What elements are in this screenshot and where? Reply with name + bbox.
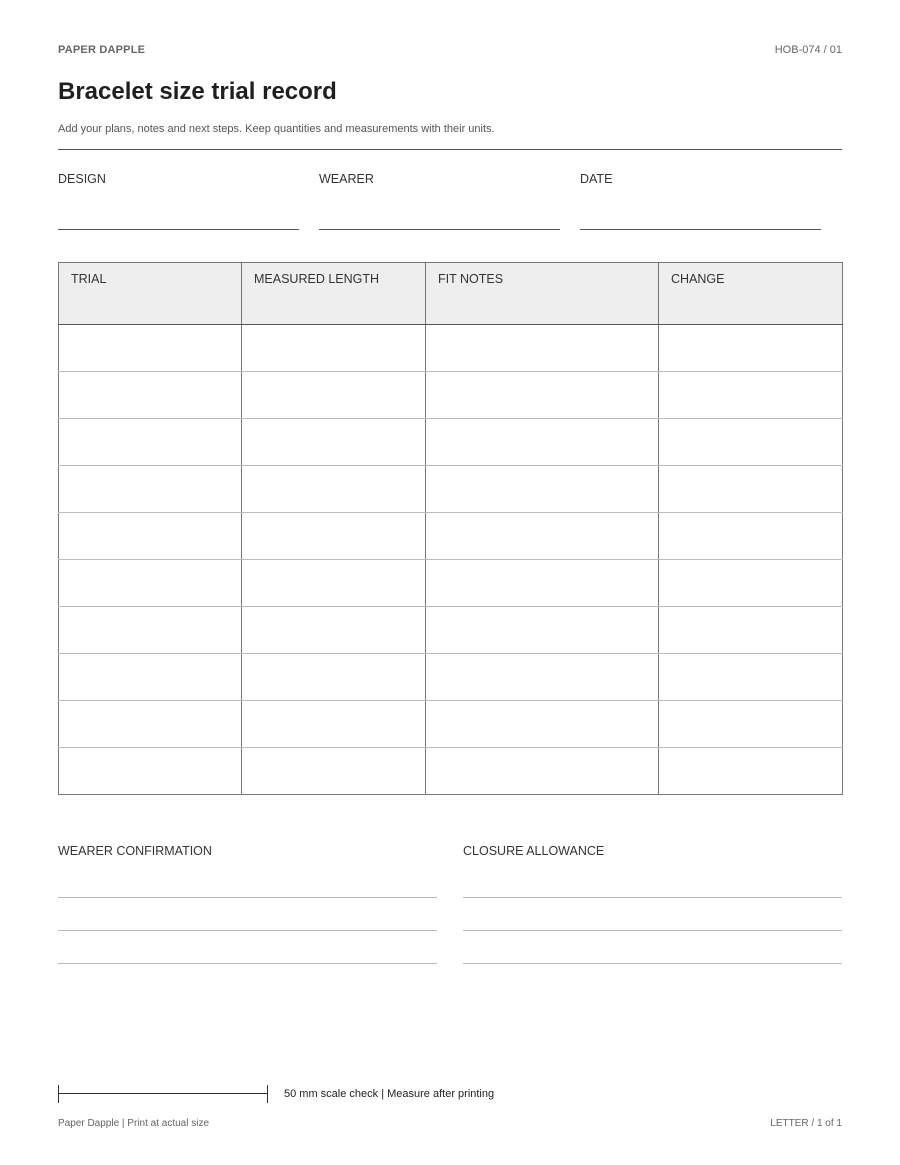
- wearer-confirmation-line[interactable]: [58, 930, 437, 931]
- cell-change[interactable]: [659, 701, 843, 748]
- date-field[interactable]: [580, 172, 821, 230]
- cell-measured-length[interactable]: [242, 513, 426, 560]
- cell-change[interactable]: [659, 466, 843, 513]
- wearer-confirmation-label: WEARER CONFIRMATION: [58, 844, 212, 858]
- wearer-write-line[interactable]: [319, 229, 560, 230]
- cell-fit-notes[interactable]: [426, 513, 659, 560]
- cell-change[interactable]: [659, 513, 843, 560]
- cell-fit-notes[interactable]: [426, 419, 659, 466]
- wearer-field[interactable]: [319, 172, 560, 230]
- scale-label: 50 mm scale check | Measure after printing: [284, 1088, 495, 1100]
- table-row: [59, 325, 843, 372]
- trial-table-body: [59, 325, 843, 795]
- cell-change[interactable]: [659, 607, 843, 654]
- wearer-confirmation-line[interactable]: [58, 963, 437, 964]
- cell-trial[interactable]: [59, 560, 242, 607]
- cell-measured-length[interactable]: [242, 325, 426, 372]
- cell-change[interactable]: [659, 560, 843, 607]
- cell-trial[interactable]: [59, 607, 242, 654]
- cell-change[interactable]: [659, 372, 843, 419]
- table-row: [59, 466, 843, 513]
- cell-measured-length[interactable]: [242, 466, 426, 513]
- cell-measured-length[interactable]: [242, 372, 426, 419]
- cell-measured-length[interactable]: [242, 607, 426, 654]
- date-label: DATE: [580, 172, 613, 186]
- table-row: [59, 372, 843, 419]
- closure-allowance-label: CLOSURE ALLOWANCE: [463, 844, 605, 858]
- cell-change[interactable]: [659, 654, 843, 701]
- scale-tick-end: [267, 1085, 268, 1103]
- cell-trial[interactable]: [59, 466, 242, 513]
- brand-name: PAPER DAPPLE: [58, 44, 146, 56]
- wearer-confirmation-section: [58, 844, 437, 858]
- footer-left-text: Paper Dapple | Print at actual size: [58, 1118, 210, 1129]
- closure-allowance-line[interactable]: [463, 930, 842, 931]
- cell-trial[interactable]: [59, 419, 242, 466]
- design-label: DESIGN: [58, 172, 106, 186]
- date-write-line[interactable]: [580, 229, 821, 230]
- cell-change[interactable]: [659, 748, 843, 795]
- cell-trial[interactable]: [59, 325, 242, 372]
- cell-fit-notes[interactable]: [426, 466, 659, 513]
- column-header-fit-notes: FIT NOTES: [426, 263, 659, 325]
- column-header-measured-length: MEASURED LENGTH: [242, 263, 426, 325]
- cell-change[interactable]: [659, 325, 843, 372]
- table-header-row: [59, 263, 843, 325]
- wearer-label: WEARER: [319, 172, 374, 186]
- cell-trial[interactable]: [59, 513, 242, 560]
- cell-fit-notes[interactable]: [426, 560, 659, 607]
- cell-trial[interactable]: [59, 701, 242, 748]
- scale-bar: [58, 1085, 268, 1103]
- table-row: [59, 748, 843, 795]
- cell-fit-notes[interactable]: [426, 607, 659, 654]
- document-id: HOB-074 / 01: [774, 44, 842, 56]
- table-row: [59, 560, 843, 607]
- trial-table: [58, 262, 843, 795]
- wearer-confirmation-line[interactable]: [58, 897, 437, 898]
- table-row: [59, 419, 843, 466]
- scale-tick-start: [58, 1085, 59, 1103]
- cell-fit-notes[interactable]: [426, 372, 659, 419]
- cell-measured-length[interactable]: [242, 419, 426, 466]
- closure-allowance-line[interactable]: [463, 897, 842, 898]
- table-row: [59, 513, 843, 560]
- closure-allowance-section: [463, 844, 842, 858]
- design-field[interactable]: [58, 172, 299, 230]
- page-title: Bracelet size trial record: [58, 78, 337, 105]
- table-row: [59, 654, 843, 701]
- cell-fit-notes[interactable]: [426, 654, 659, 701]
- closure-allowance-line[interactable]: [463, 963, 842, 964]
- table-row: [59, 607, 843, 654]
- cell-trial[interactable]: [59, 748, 242, 795]
- cell-fit-notes[interactable]: [426, 748, 659, 795]
- header-divider: [58, 149, 842, 150]
- scale-line: [58, 1093, 268, 1094]
- cell-measured-length[interactable]: [242, 560, 426, 607]
- column-header-trial: TRIAL: [59, 263, 242, 325]
- cell-measured-length[interactable]: [242, 654, 426, 701]
- cell-measured-length[interactable]: [242, 748, 426, 795]
- info-fields: [58, 172, 842, 232]
- cell-change[interactable]: [659, 419, 843, 466]
- cell-trial[interactable]: [59, 654, 242, 701]
- cell-fit-notes[interactable]: [426, 701, 659, 748]
- page-subtitle: Add your plans, notes and next steps. Keep quantities and measurements with their units.: [58, 123, 495, 135]
- table-row: [59, 701, 843, 748]
- column-header-change: CHANGE: [659, 263, 843, 325]
- design-write-line[interactable]: [58, 229, 299, 230]
- cell-fit-notes[interactable]: [426, 325, 659, 372]
- footer-right-text: LETTER / 1 of 1: [770, 1118, 842, 1129]
- cell-measured-length[interactable]: [242, 701, 426, 748]
- cell-trial[interactable]: [59, 372, 242, 419]
